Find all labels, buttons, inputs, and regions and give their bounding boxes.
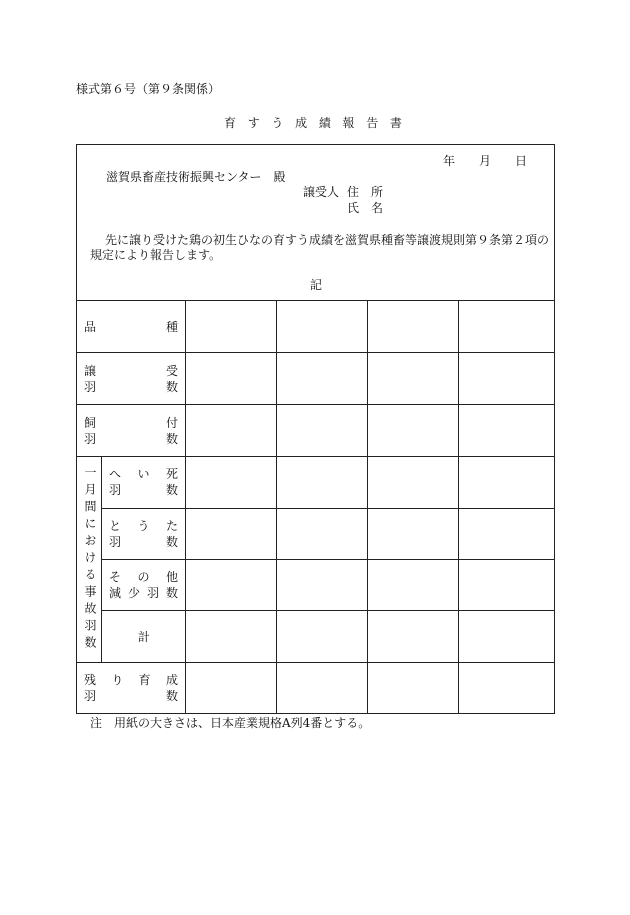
body-text-line-1: 先に譲り受けた鶏の初生ひなの育すう成績を滋賀県種畜等譲渡規則第９条第２項の: [105, 233, 550, 247]
row-label-other: そ の 他: [109, 570, 178, 584]
title-char: す: [247, 116, 260, 130]
recipient-label: 譲受人: [303, 185, 340, 199]
title-char: 育: [224, 116, 237, 130]
title-char: 書: [389, 116, 402, 130]
footnote: 注 用紙の大きさは、日本産業規格A列4番とする。: [90, 716, 371, 730]
ki-heading: 記: [310, 278, 323, 292]
row-label-remaining-count: 羽 数: [84, 689, 178, 703]
row-label-received-count: 羽 数: [84, 380, 178, 394]
address-label: 住 所: [347, 185, 384, 199]
document-title: [224, 116, 402, 130]
row-label-breed: 品 種: [84, 320, 178, 334]
row-label-received: 譲 受: [84, 364, 178, 378]
title-char: 績: [318, 116, 331, 130]
row-divider: [101, 508, 555, 509]
form-number: 様式第６号（第９条関係）: [76, 82, 221, 96]
title-char: 告: [366, 116, 379, 130]
group-label-monthly-accidents: 一月間における事故羽数: [83, 466, 97, 653]
date-year: 年: [443, 154, 456, 168]
table-top-border: [76, 300, 555, 301]
group-divider: [101, 456, 102, 662]
date-day: 日: [515, 154, 528, 168]
row-divider: [76, 456, 555, 457]
title-char: う: [271, 116, 284, 130]
row-label-culled-count: 羽 数: [109, 535, 178, 549]
date-month: 月: [479, 154, 492, 168]
row-label-remaining: 残 り 育 成: [84, 673, 178, 687]
addressee: 滋賀県畜産技術振興センター 殿: [106, 170, 286, 184]
title-char: 報: [342, 116, 355, 130]
column-divider: [276, 300, 277, 713]
row-label-dead: へ い 死: [109, 467, 178, 481]
body-text-line-2: 規定により報告します。: [90, 248, 222, 262]
column-divider: [185, 300, 186, 713]
row-label-culled: と う た: [109, 519, 178, 533]
row-divider: [76, 352, 555, 353]
row-label-dead-count: 羽 数: [109, 483, 178, 497]
row-label-total: 計: [138, 630, 151, 644]
row-divider: [76, 404, 555, 405]
row-label-fed-count: 羽 数: [84, 432, 178, 446]
row-divider: [101, 610, 555, 611]
row-label-other-count: 減 少 羽 数: [109, 586, 178, 600]
row-divider: [76, 662, 555, 663]
column-divider: [458, 300, 459, 713]
row-divider: [101, 559, 555, 560]
column-divider: [367, 300, 368, 713]
row-label-fed: 飼 付: [84, 416, 178, 430]
name-label: 氏 名: [347, 201, 384, 215]
title-char: 成: [295, 116, 308, 130]
